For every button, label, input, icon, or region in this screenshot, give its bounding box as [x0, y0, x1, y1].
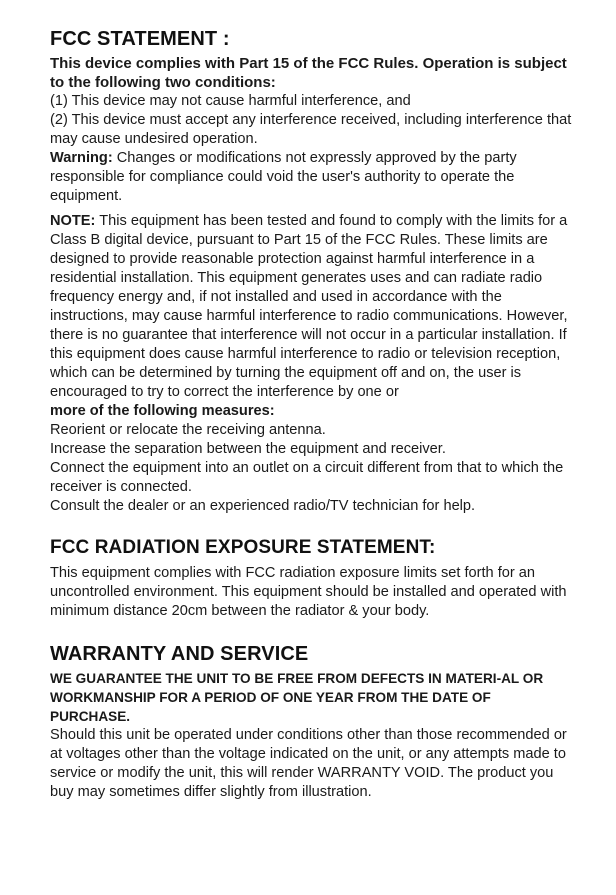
fcc-statement-title: FCC STATEMENT :: [50, 28, 230, 50]
warranty-guarantee: WE GUARANTEE THE UNIT TO BE FREE FROM DEFECTS IN MATERI-AL OR WORKMANSHIP FOR A PERIOD OF ONE YEAR FROM THE DATE OF PURCHASE.: [50, 671, 544, 724]
warranty-title: WARRANTY AND SERVICE: [50, 643, 309, 665]
measure-item: Connect the equipment into an outlet on a circuit different from that to which the receiver is connected.: [50, 460, 564, 495]
measures-heading: more of the following measures:: [50, 403, 275, 419]
radiation-exposure-section: [50, 536, 574, 621]
fcc-statement-section: [50, 26, 574, 516]
fcc-compliance-text: This device complies with Part 15 of the FCC Rules. Operation is subject to the following two conditions:: [50, 55, 567, 91]
warning-label: Warning:: [50, 150, 113, 166]
fcc-condition-2: (2) This device must accept any interference received, including interference that may cause undesired operation.: [50, 112, 572, 147]
fcc-condition-1: (1) This device may not cause harmful interference, and: [50, 93, 411, 109]
measure-item: Increase the separation between the equipment and receiver.: [50, 441, 446, 457]
fcc-warning-paragraph: [50, 149, 574, 206]
measure-item: Reorient or relocate the receiving antenna.: [50, 422, 326, 438]
document-page: [50, 26, 574, 802]
warning-text: Changes or modifications not expressly approved by the party responsible for compliance could void the user's authority to operate the equipment.: [50, 150, 517, 204]
fcc-note-paragraph: [50, 212, 574, 402]
note-label: NOTE:: [50, 213, 96, 229]
warranty-section: [50, 641, 574, 802]
note-text: This equipment has been tested and found to comply with the limits for a Class B digital device, pursuant to Part 15 of the FCC Rules. These limits are designed to provide reasonable protection against harmful interference in a residential installation. This equipment generates uses and can radiate radio frequency energy and, if not installed and used in accordance with the instructions, may cause harmful interference to radio communications. However, there is no guarantee that interference will not occur in a particular installation. If this equipment does cause harmful interference to radio or television reception, which can be determined by turning the equipment off and on, the user is encouraged to try to correct the interference by one or: [50, 213, 568, 400]
radiation-exposure-text: This equipment complies with FCC radiation exposure limits set forth for an uncontrolled environment. This equipment should be installed and operated with minimum distance 20cm between the radiator & your body.: [50, 565, 567, 619]
warranty-text: Should this unit be operated under conditions other than those recommended or at voltages other than the voltage indicated on the unit, or any attempts made to service or modify the unit, this will render WARRANTY VOID. The product you buy may sometimes differ slightly from illustration.: [50, 727, 567, 800]
measure-item: Consult the dealer or an experienced radio/TV technician for help.: [50, 498, 476, 514]
radiation-exposure-title: FCC RADIATION EXPOSURE STATEMENT:: [50, 537, 436, 558]
